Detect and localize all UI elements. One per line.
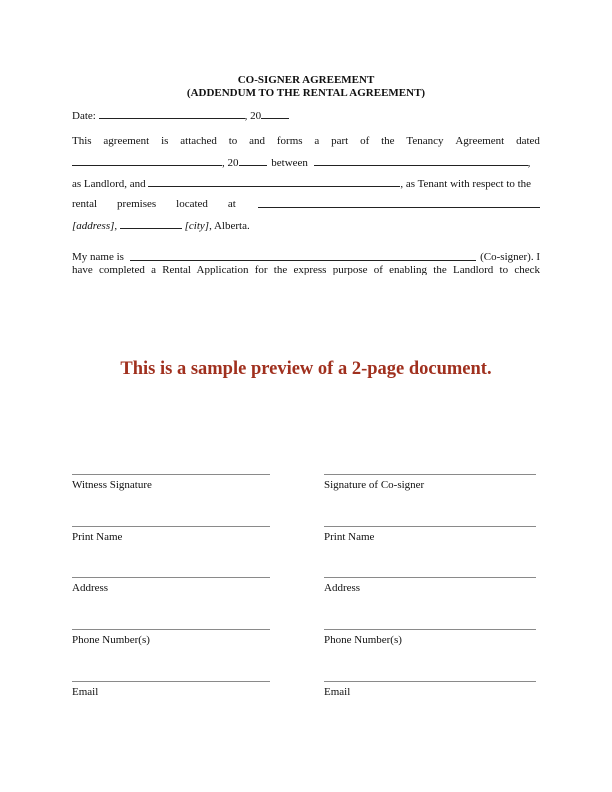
cosigner-phone-line[interactable]	[324, 629, 536, 630]
para1-line5	[72, 218, 250, 233]
cosigner-signature-line[interactable]	[324, 474, 536, 475]
cosigner-email-line[interactable]	[324, 681, 536, 682]
cosigner-print-name-label: Print Name	[324, 531, 375, 543]
province-label: , Alberta.	[209, 220, 250, 232]
word: This	[72, 135, 92, 147]
city-placeholder: [city]	[184, 220, 210, 232]
word: and	[249, 135, 266, 147]
witness-phone-line[interactable]	[72, 629, 270, 630]
para1-line4	[72, 197, 540, 211]
cosigner-name-field[interactable]	[130, 250, 476, 261]
landlord-name-field[interactable]	[314, 155, 528, 166]
date-line	[72, 108, 289, 123]
word: dated	[516, 135, 540, 147]
cosigner-phone-label: Phone Number(s)	[324, 634, 402, 646]
cosigner-email-label: Email	[324, 686, 351, 698]
word: a	[314, 135, 320, 147]
cosigner-address-label: Address	[324, 582, 361, 594]
date-year-field[interactable]	[261, 108, 289, 119]
word: attached	[180, 135, 217, 147]
word: to	[228, 135, 238, 147]
word: is	[161, 135, 169, 147]
witness-address-label: Address	[72, 582, 109, 594]
comma: ,	[114, 220, 118, 232]
as-landlord-label: as Landlord, and	[72, 178, 146, 190]
witness-print-name-line[interactable]	[72, 526, 270, 527]
para2-line1	[72, 250, 540, 264]
word: premises	[117, 198, 157, 210]
word: the	[381, 135, 395, 147]
cosigner-print-name-line[interactable]	[324, 526, 536, 527]
tenancy-date-field[interactable]	[72, 155, 222, 166]
tenancy-year-prefix: , 20	[222, 157, 239, 169]
cosigner-label: (Co-signer). I	[480, 251, 540, 263]
para1-line1	[72, 134, 540, 148]
comma: ,	[527, 157, 531, 169]
word: rental	[72, 198, 98, 210]
word: forms	[276, 135, 303, 147]
word: located	[176, 198, 208, 210]
tenant-name-field[interactable]	[148, 176, 400, 187]
para1-line2	[72, 155, 540, 170]
word: part	[331, 135, 349, 147]
witness-email-label: Email	[72, 686, 99, 698]
para1-line3	[72, 176, 531, 191]
city-field[interactable]	[120, 218, 182, 229]
date-field[interactable]	[99, 108, 245, 119]
word: Agreement	[455, 135, 505, 147]
address-placeholder: [address]	[72, 220, 115, 232]
word: of	[360, 135, 370, 147]
witness-email-line[interactable]	[72, 681, 270, 682]
document-title: CO-SIGNER AGREEMENT	[237, 74, 375, 86]
cosigner-address-line[interactable]	[324, 577, 536, 578]
para2-line2: have completed a Rental Application for the express purpose of enabling the Landlord to check	[72, 264, 540, 275]
word: Tenancy	[406, 135, 444, 147]
word: agreement	[103, 135, 150, 147]
witness-print-name-label: Print Name	[72, 531, 123, 543]
tenancy-year-field[interactable]	[239, 155, 267, 166]
preview-notice: This is a sample preview of a 2-page document.	[120, 359, 492, 379]
witness-signature-label: Witness Signature	[72, 479, 152, 491]
witness-address-line[interactable]	[72, 577, 270, 578]
word: at	[227, 198, 236, 210]
premises-address-field[interactable]	[258, 197, 540, 208]
date-label: Date:	[72, 110, 96, 122]
witness-phone-label: Phone Number(s)	[72, 634, 150, 646]
document-subtitle: (ADDENDUM TO THE RENTAL AGREEMENT)	[186, 87, 426, 99]
witness-signature-line[interactable]	[72, 474, 270, 475]
my-name-label: My name is	[72, 251, 124, 263]
cosigner-signature-label: Signature of Co-signer	[324, 479, 425, 491]
date-year-prefix: , 20	[244, 110, 262, 122]
between-label: between	[271, 157, 308, 169]
as-tenant-label: , as Tenant with respect to the	[400, 178, 532, 190]
